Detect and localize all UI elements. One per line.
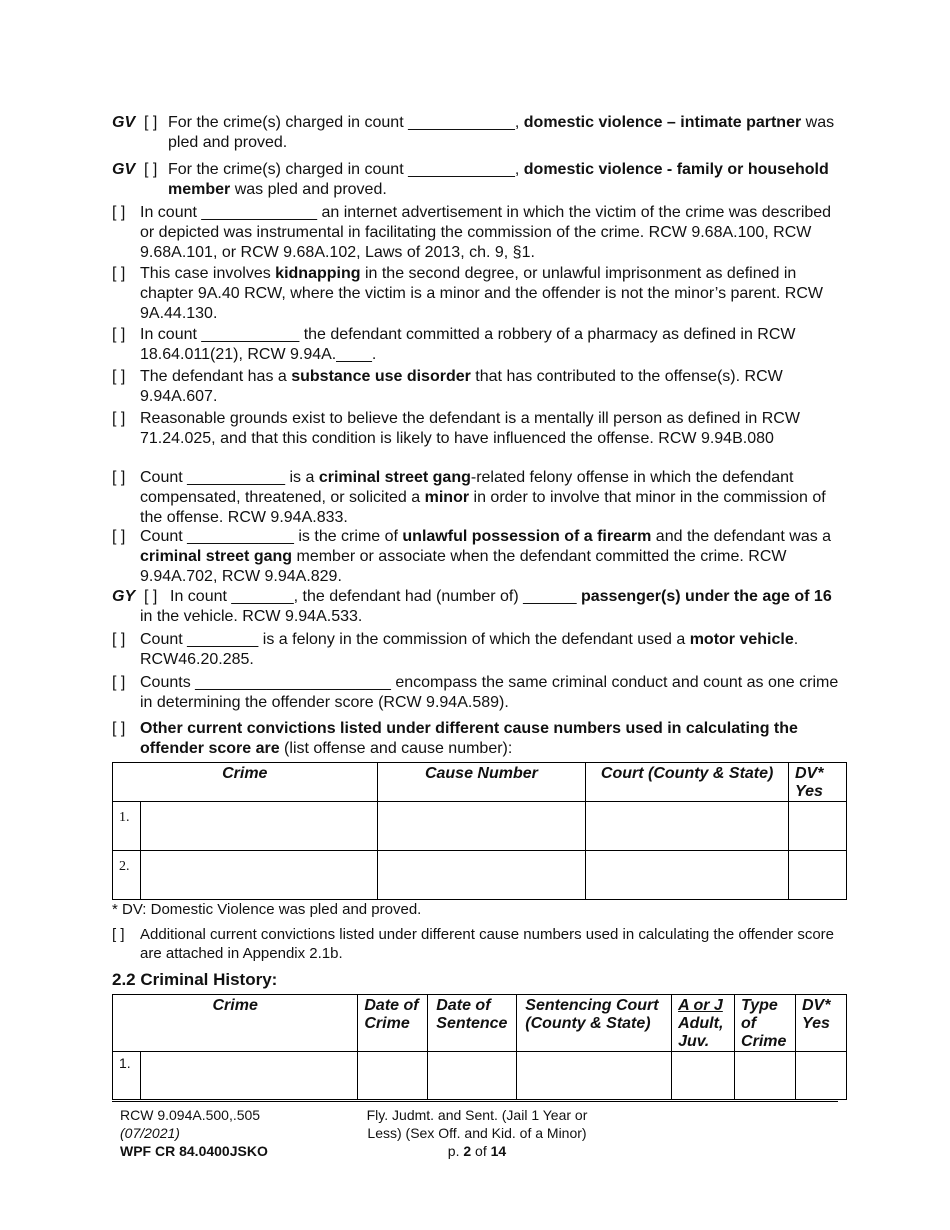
cell-date-crime[interactable] (358, 1052, 428, 1100)
checkbox[interactable]: [ ] (112, 631, 126, 648)
section-heading-criminal-history: 2.2 Criminal History: (112, 970, 278, 989)
additional-convictions-item: [ ] Additional current convictions listed under different cause numbers used in calculating the offender score are attached in Appendix 2.1b. (112, 926, 835, 962)
table-row: 1. (113, 1052, 847, 1100)
street-gang-minor-item: [ ] Count ___________ is a criminal street gang-related felony offense in which the defendant compensated, threatened, or solicited a minor in order to involve that minor in the commission of the offense. RCW 9.94A.833. (112, 469, 826, 526)
cell-type[interactable] (735, 1052, 796, 1100)
cell-aj[interactable] (672, 1052, 735, 1100)
header-dv: DV* Yes (796, 995, 847, 1052)
checkbox[interactable]: [ ] (112, 720, 126, 737)
checkbox[interactable]: [ ] (144, 588, 158, 605)
header-cause-number: Cause Number (377, 763, 586, 802)
cell-date-sentence[interactable] (428, 1052, 517, 1100)
checkbox[interactable]: [ ] (144, 161, 158, 178)
same-criminal-conduct-item: [ ] Counts ______________________ encompass the same criminal conduct and count as one crime in determining the offender score (RCW 9.94A.589). (112, 674, 839, 711)
footer-center: Fly. Judmt. and Sent. (Jail 1 Year or Less) (Sex Off. and Kid. of a Minor) p. 2 of 14 (360, 1106, 594, 1160)
checkbox[interactable]: [ ] (112, 265, 126, 282)
cell-dv[interactable] (789, 802, 847, 851)
criminal-history-table (112, 994, 847, 1100)
cell-court[interactable] (586, 802, 789, 851)
dv-note: * DV: Domestic Violence was pled and proved. (112, 901, 422, 918)
substance-use-item: [ ] The defendant has a substance use disorder that has contributed to the offense(s). RCW 9.94A.607. (112, 368, 783, 405)
header-court: Court (County & State) (586, 763, 789, 802)
gv-intimate-partner-item: GV [ ] For the crime(s) charged in count ____________, domestic violence – intimate partner was pled and proved. (112, 114, 835, 151)
cell-dv[interactable] (796, 1052, 847, 1100)
cell-court[interactable] (517, 1052, 672, 1100)
motor-vehicle-item: [ ] Count ________ is a felony in the commission of which the defendant used a motor vehicle. RCW46.20.285. (112, 631, 799, 668)
cell-cause[interactable] (377, 851, 586, 900)
header-crime: Crime (113, 763, 378, 802)
table-row: 1. (113, 802, 847, 851)
gv-family-member-item: GV [ ] For the crime(s) charged in count ____________, domestic violence - family or household member was pled and proved. (112, 161, 829, 198)
cell-dv[interactable] (789, 851, 847, 900)
checkbox[interactable]: [ ] (112, 469, 126, 486)
mentally-ill-item: [ ] Reasonable grounds exist to believe the defendant is a mentally ill person as defined in RCW 71.24.025, and that this condition is likely to have influenced the offense. RCW 9.94B.080 (112, 410, 800, 447)
current-convictions-table (112, 762, 847, 900)
cell-crime[interactable] (140, 802, 377, 851)
checkbox[interactable]: [ ] (144, 114, 158, 131)
header-adult-juv: A or J Adult, Juv. (672, 995, 735, 1052)
footer-left: RCW 9.094A.500,.505 (07/2021) WPF CR 84.0400JSKO (120, 1107, 268, 1159)
cell-crime[interactable] (140, 1052, 357, 1100)
cell-cause[interactable] (377, 802, 586, 851)
gy-passenger-item: GY [ ] In count _______, the defendant had (number of) ______ passenger(s) under the age of 16 in the vehicle. RCW 9.94A.533. (112, 588, 832, 625)
page-number: p. 2 of 14 (447, 1143, 507, 1159)
header-dv: DV* Yes (789, 763, 847, 802)
checkbox[interactable]: [ ] (112, 326, 126, 343)
checkbox[interactable]: [ ] (112, 368, 126, 385)
pharmacy-robbery-item: [ ] In count ___________ the defendant committed a robbery of a pharmacy as defined in RCW 18.64.011(21), RCW 9.94A.____. (112, 326, 796, 363)
checkbox[interactable]: [ ] (112, 674, 126, 691)
header-type-of-crime: Type of Crime (735, 995, 796, 1052)
kidnapping-item: [ ] This case involves kidnapping in the second degree, or unlawful imprisonment as defined in chapter 9A.40 RCW, where the victim is a minor and the offender is not the minor’s parent. RCW 9A.44.130. (112, 265, 823, 322)
checkbox[interactable]: [ ] (112, 410, 126, 427)
header-date-of-crime: Date of Crime (358, 995, 428, 1052)
checkbox[interactable]: [ ] (112, 926, 125, 943)
cell-crime[interactable] (140, 851, 377, 900)
cell-court[interactable] (586, 851, 789, 900)
footer-divider (112, 1101, 838, 1102)
firearm-gang-item: [ ] Count ____________ is the crime of unlawful possession of a firearm and the defendant was a criminal street gang member or associate when the defendant committed the crime. RCW 9.94A.702, RCW 9.94A.829. (112, 528, 832, 585)
checkbox[interactable]: [ ] (112, 204, 126, 221)
checkbox[interactable]: [ ] (112, 528, 126, 545)
header-crime: Crime (113, 995, 358, 1052)
other-convictions-item: [ ] Other current convictions listed under different cause numbers used in calculating the offender score are (list offense and cause number): (112, 720, 798, 757)
header-sentencing-court: Sentencing Court (County & State) (517, 995, 672, 1052)
table-row: 2. (113, 851, 847, 900)
header-date-of-sentence: Date of Sentence (428, 995, 517, 1052)
internet-ad-item: [ ] In count _____________ an internet advertisement in which the victim of the crime was described or depicted was instrumental in facilitating the commission of the crime. RCW 9.68A.100, RCW 9.68A.101, or RCW 9.68A.102, Laws of 2013, ch. 9, §1. (112, 204, 832, 261)
